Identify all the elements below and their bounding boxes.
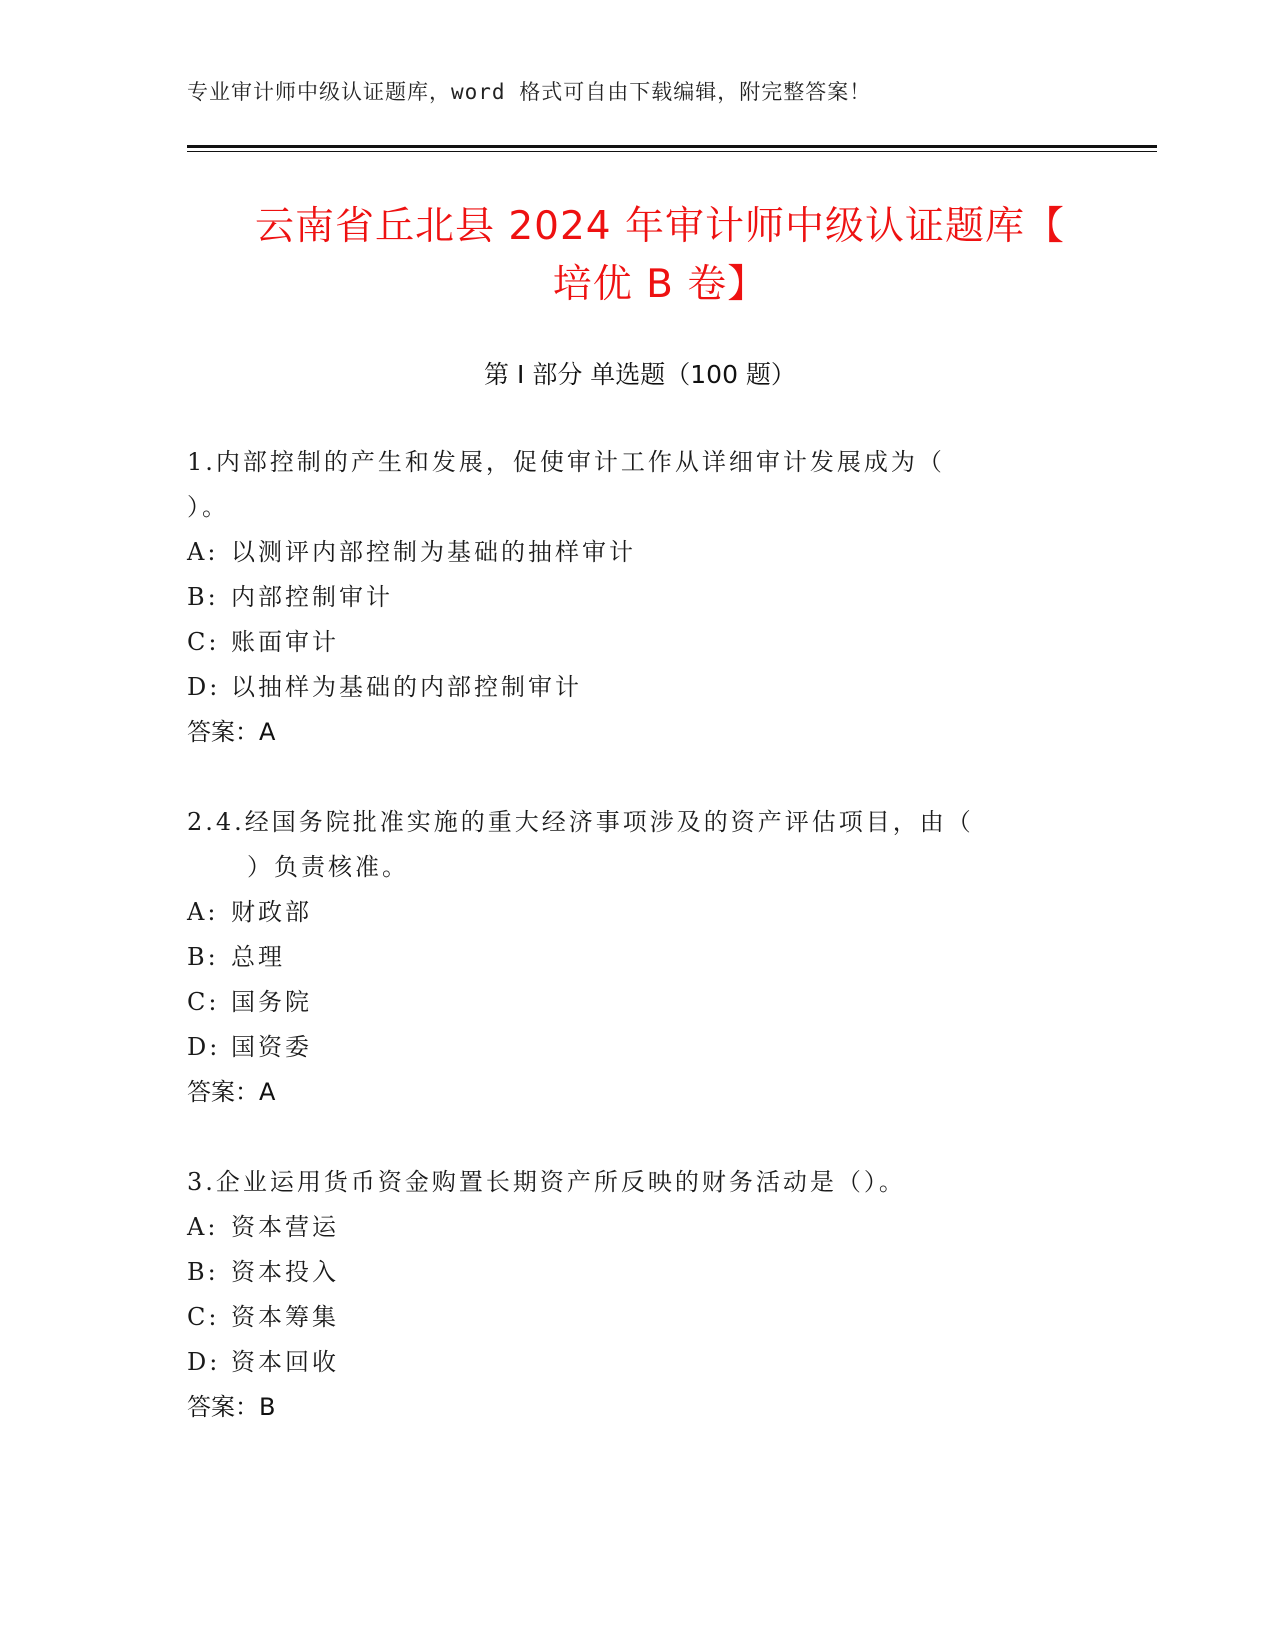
- question-1-stem-line1: 1.内部控制的产生和发展，促使审计工作从详细审计发展成为（: [187, 448, 945, 476]
- option-key: B:: [187, 1258, 219, 1286]
- question-2-stem-line1: 2.4.经国务院批准实施的重大经济事项涉及的资产评估项目，由（: [187, 808, 974, 836]
- question-2-stem-line2: ）负责核准。: [247, 853, 409, 881]
- option-text: 资本营运: [231, 1213, 339, 1241]
- option-text: 以测评内部控制为基础的抽样审计: [231, 538, 636, 566]
- option-key: C:: [187, 988, 220, 1016]
- section-title: 第 I 部分 单选题（100 题）: [484, 360, 796, 389]
- question-1-option-c: [187, 620, 1067, 665]
- question-1-answer: 答案：A: [187, 718, 276, 746]
- question-3-option-a: [187, 1205, 1067, 1250]
- option-key: D:: [187, 673, 221, 701]
- option-text: 资本投入: [231, 1258, 339, 1286]
- option-key: C:: [187, 1303, 220, 1331]
- question-2-option-c: [187, 980, 1067, 1025]
- question-3-answer: 答案：B: [187, 1393, 276, 1421]
- option-text: 内部控制审计: [231, 583, 393, 611]
- option-key: B:: [187, 583, 219, 611]
- question-list: [187, 440, 1067, 1475]
- option-text: 总理: [231, 943, 285, 971]
- option-text: 账面审计: [231, 628, 339, 656]
- document-title: [160, 198, 1160, 314]
- option-text: 国务院: [231, 988, 312, 1016]
- document-title-line1: 云南省丘北县 2024 年审计师中级认证题库【: [254, 204, 1066, 249]
- option-text: 国资委: [231, 1033, 312, 1061]
- question-1-option-d: [187, 665, 1067, 710]
- option-key: D:: [187, 1033, 221, 1061]
- question-2: [187, 800, 1067, 1115]
- option-key: A:: [187, 538, 219, 566]
- question-2-answer: 答案：A: [187, 1078, 276, 1106]
- header-rule-thin: [187, 151, 1157, 152]
- question-1: [187, 440, 1067, 755]
- option-key: D:: [187, 1348, 221, 1376]
- question-3: [187, 1160, 1067, 1430]
- question-1-stem-line2: ）。: [187, 493, 229, 521]
- option-text: 财政部: [231, 898, 312, 926]
- document-title-line2: 培优 B 卷】: [552, 262, 768, 307]
- question-1-option-a: [187, 530, 1067, 575]
- option-text: 资本回收: [231, 1348, 339, 1376]
- question-3-option-c: [187, 1295, 1067, 1340]
- header-rule-thick: [187, 145, 1157, 148]
- option-text: 资本筹集: [231, 1303, 339, 1331]
- question-1-option-b: [187, 575, 1067, 620]
- header-note: 专业审计师中级认证题库，word 格式可自由下载编辑，附完整答案！: [187, 80, 872, 104]
- question-2-option-a: [187, 890, 1067, 935]
- question-3-stem-line1: 3.企业运用货币资金购置长期资产所反映的财务活动是（）。: [187, 1168, 906, 1196]
- question-2-option-d: [187, 1025, 1067, 1070]
- question-3-option-d: [187, 1340, 1067, 1385]
- question-3-option-b: [187, 1250, 1067, 1295]
- option-key: C:: [187, 628, 220, 656]
- question-2-option-b: [187, 935, 1067, 980]
- option-text: 以抽样为基础的内部控制审计: [231, 673, 582, 701]
- option-key: A:: [187, 1213, 219, 1241]
- option-key: A:: [187, 898, 219, 926]
- option-key: B:: [187, 943, 219, 971]
